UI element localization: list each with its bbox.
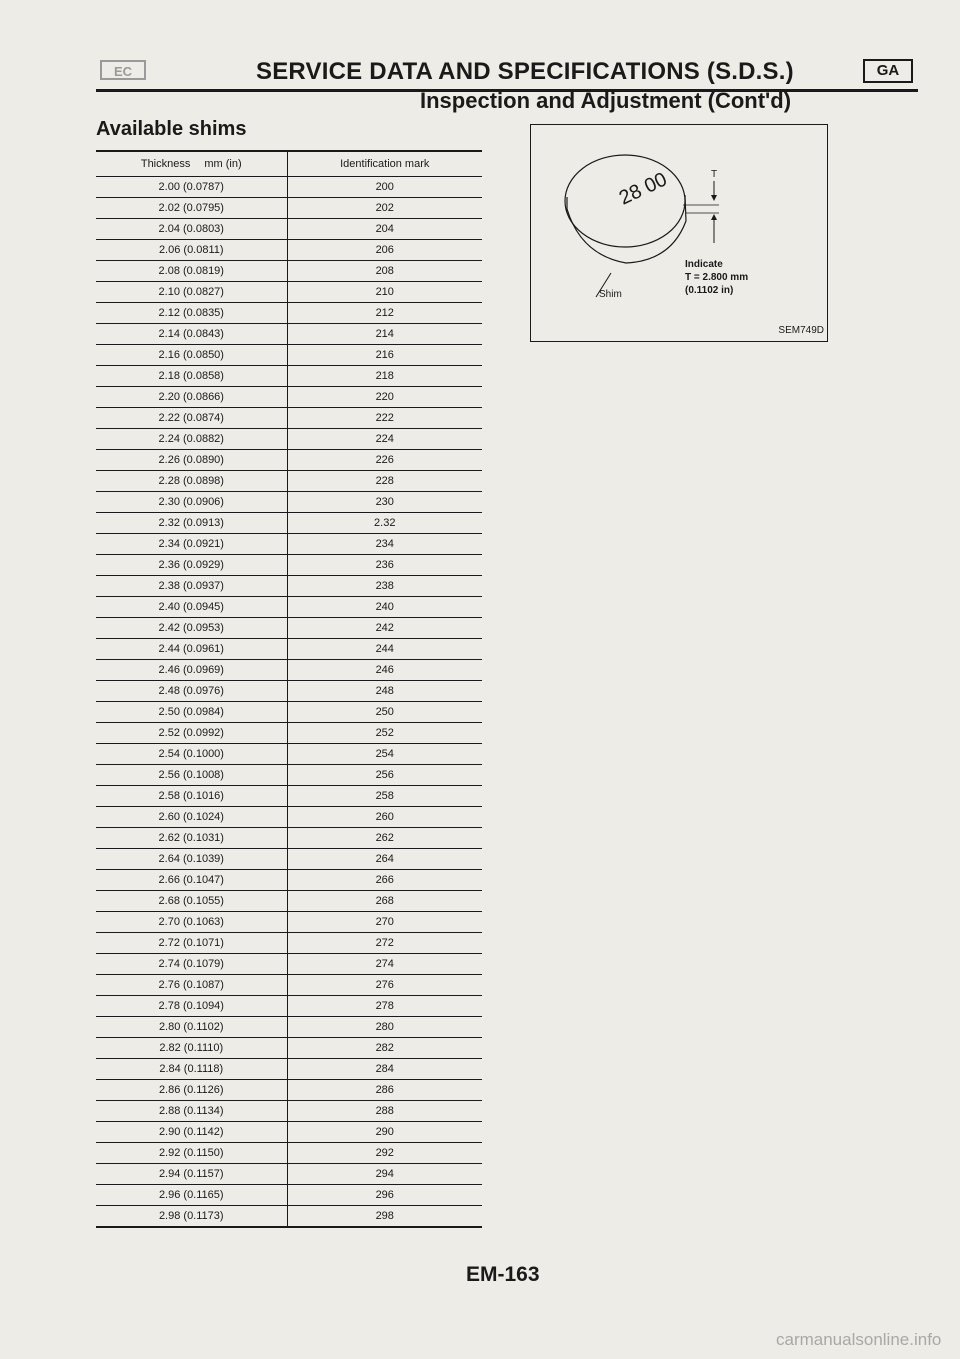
thickness-cell: 2.08 (0.0819)	[96, 261, 287, 282]
thickness-cell: 2.24 (0.0882)	[96, 429, 287, 450]
table-row	[96, 450, 482, 471]
mark-cell: 292	[287, 1143, 482, 1164]
thickness-cell: 2.94 (0.1157)	[96, 1164, 287, 1185]
section-title: Available shims	[96, 118, 247, 140]
thickness-cell: 2.00 (0.0787)	[96, 177, 287, 198]
thickness-cell: 2.70 (0.1063)	[96, 912, 287, 933]
thickness-value-in: (0.1102 in)	[685, 285, 734, 296]
table-row	[96, 366, 482, 387]
mark-cell: 218	[287, 366, 482, 387]
thickness-cell: 2.98 (0.1173)	[96, 1206, 287, 1228]
table-row	[96, 576, 482, 597]
mark-cell: 212	[287, 303, 482, 324]
thickness-cell: 2.64 (0.1039)	[96, 849, 287, 870]
figure-code: SEM749D	[778, 325, 824, 336]
indicate-label: Indicate	[685, 259, 723, 270]
thickness-cell: 2.44 (0.0961)	[96, 639, 287, 660]
table-row	[96, 1017, 482, 1038]
mark-cell: 250	[287, 702, 482, 723]
thickness-unit-label: mm (in)	[204, 158, 242, 170]
table-row	[96, 177, 482, 198]
thickness-cell: 2.96 (0.1165)	[96, 1185, 287, 1206]
table-row	[96, 555, 482, 576]
section-tab-ga: GA	[863, 59, 913, 83]
thickness-t-label: T	[711, 169, 718, 180]
mark-cell: 260	[287, 807, 482, 828]
table-header-row	[96, 151, 482, 177]
thickness-cell: 2.02 (0.0795)	[96, 198, 287, 219]
table-row	[96, 870, 482, 891]
mark-cell: 276	[287, 975, 482, 996]
mark-cell: 272	[287, 933, 482, 954]
mark-cell: 234	[287, 534, 482, 555]
mark-cell: 204	[287, 219, 482, 240]
thickness-cell: 2.18 (0.0858)	[96, 366, 287, 387]
mark-cell: 246	[287, 660, 482, 681]
mark-cell: 254	[287, 744, 482, 765]
thickness-cell: 2.20 (0.0866)	[96, 387, 287, 408]
thickness-cell: 2.48 (0.0976)	[96, 681, 287, 702]
table-row	[96, 534, 482, 555]
mark-cell: 228	[287, 471, 482, 492]
table-row	[96, 198, 482, 219]
shim-figure	[530, 124, 828, 342]
thickness-cell: 2.40 (0.0945)	[96, 597, 287, 618]
table-row	[96, 933, 482, 954]
mark-cell: 2.32	[287, 513, 482, 534]
thickness-value-mm: T = 2.800 mm	[685, 272, 749, 283]
mark-cell: 236	[287, 555, 482, 576]
mark-cell: 238	[287, 576, 482, 597]
thickness-cell: 2.52 (0.0992)	[96, 723, 287, 744]
thickness-cell: 2.82 (0.1110)	[96, 1038, 287, 1059]
mark-cell: 262	[287, 828, 482, 849]
mark-cell: 256	[287, 765, 482, 786]
mark-cell: 252	[287, 723, 482, 744]
thickness-cell: 2.84 (0.1118)	[96, 1059, 287, 1080]
mark-cell: 242	[287, 618, 482, 639]
table-row	[96, 786, 482, 807]
mark-cell: 230	[287, 492, 482, 513]
table-row	[96, 513, 482, 534]
watermark: carmanualsonline.info	[776, 1330, 942, 1349]
table-row	[96, 303, 482, 324]
thickness-cell: 2.62 (0.1031)	[96, 828, 287, 849]
mark-cell: 284	[287, 1059, 482, 1080]
thickness-cell: 2.34 (0.0921)	[96, 534, 287, 555]
thickness-cell: 2.60 (0.1024)	[96, 807, 287, 828]
mark-cell: 268	[287, 891, 482, 912]
thickness-cell: 2.22 (0.0874)	[96, 408, 287, 429]
table-row	[96, 765, 482, 786]
thickness-cell: 2.06 (0.0811)	[96, 240, 287, 261]
thickness-cell: 2.46 (0.0969)	[96, 660, 287, 681]
shim-drawing	[531, 125, 829, 343]
table-row	[96, 618, 482, 639]
mark-cell: 290	[287, 1122, 482, 1143]
thickness-cell: 2.76 (0.1087)	[96, 975, 287, 996]
thickness-header	[96, 151, 287, 177]
table-row	[96, 807, 482, 828]
mark-cell: 282	[287, 1038, 482, 1059]
thickness-cell: 2.10 (0.0827)	[96, 282, 287, 303]
table-row	[96, 261, 482, 282]
mark-cell: 294	[287, 1164, 482, 1185]
table-row	[96, 660, 482, 681]
thickness-cell: 2.88 (0.1134)	[96, 1101, 287, 1122]
mark-cell: 206	[287, 240, 482, 261]
table-row	[96, 1164, 482, 1185]
table-row	[96, 282, 482, 303]
mark-cell: 280	[287, 1017, 482, 1038]
page-subtitle: Inspection and Adjustment (Cont'd)	[420, 88, 792, 113]
table-row	[96, 408, 482, 429]
mark-cell: 244	[287, 639, 482, 660]
thickness-cell: 2.32 (0.0913)	[96, 513, 287, 534]
thickness-cell: 2.92 (0.1150)	[96, 1143, 287, 1164]
mark-cell: 202	[287, 198, 482, 219]
table-row	[96, 975, 482, 996]
mark-cell: 220	[287, 387, 482, 408]
table-row	[96, 324, 482, 345]
table-row	[96, 1101, 482, 1122]
table-row	[96, 891, 482, 912]
mark-cell: 298	[287, 1206, 482, 1228]
shim-marking: 28 00	[615, 168, 671, 210]
thickness-cell: 2.80 (0.1102)	[96, 1017, 287, 1038]
thickness-cell: 2.56 (0.1008)	[96, 765, 287, 786]
table-row	[96, 1038, 482, 1059]
thickness-cell: 2.86 (0.1126)	[96, 1080, 287, 1101]
thickness-cell: 2.26 (0.0890)	[96, 450, 287, 471]
mark-cell: 266	[287, 870, 482, 891]
thickness-cell: 2.74 (0.1079)	[96, 954, 287, 975]
mark-cell: 224	[287, 429, 482, 450]
thickness-cell: 2.50 (0.0984)	[96, 702, 287, 723]
table-row	[96, 492, 482, 513]
thickness-cell: 2.68 (0.1055)	[96, 891, 287, 912]
thickness-cell: 2.04 (0.0803)	[96, 219, 287, 240]
mark-cell: 210	[287, 282, 482, 303]
thickness-cell: 2.72 (0.1071)	[96, 933, 287, 954]
mark-cell: 222	[287, 408, 482, 429]
shim-table-body	[96, 177, 482, 1228]
thickness-cell: 2.38 (0.0937)	[96, 576, 287, 597]
table-row	[96, 1143, 482, 1164]
table-row	[96, 219, 482, 240]
table-row	[96, 1185, 482, 1206]
table-row	[96, 744, 482, 765]
mark-cell: 278	[287, 996, 482, 1017]
table-row	[96, 849, 482, 870]
thickness-cell: 2.54 (0.1000)	[96, 744, 287, 765]
table-row	[96, 681, 482, 702]
table-row	[96, 702, 482, 723]
thickness-cell: 2.28 (0.0898)	[96, 471, 287, 492]
table-row	[96, 345, 482, 366]
mark-cell: 208	[287, 261, 482, 282]
thickness-header-label: Thickness	[140, 158, 191, 170]
thickness-cell: 2.58 (0.1016)	[96, 786, 287, 807]
page-title: SERVICE DATA AND SPECIFICATIONS (S.D.S.)	[256, 58, 794, 85]
mark-header: Identification mark	[287, 151, 482, 177]
shim-table	[96, 150, 482, 1228]
mark-cell: 214	[287, 324, 482, 345]
table-row	[96, 912, 482, 933]
mark-cell: 226	[287, 450, 482, 471]
thickness-cell: 2.12 (0.0835)	[96, 303, 287, 324]
table-row	[96, 723, 482, 744]
mark-cell: 240	[287, 597, 482, 618]
mark-cell: 296	[287, 1185, 482, 1206]
table-row	[96, 240, 482, 261]
table-row	[96, 597, 482, 618]
thickness-cell: 2.36 (0.0929)	[96, 555, 287, 576]
thickness-cell: 2.42 (0.0953)	[96, 618, 287, 639]
thickness-cell: 2.14 (0.0843)	[96, 324, 287, 345]
mark-cell: 270	[287, 912, 482, 933]
table-row	[96, 471, 482, 492]
shim-label: Shim	[599, 289, 622, 300]
table-row	[96, 639, 482, 660]
table-row	[96, 954, 482, 975]
mark-cell: 248	[287, 681, 482, 702]
table-row	[96, 996, 482, 1017]
mark-cell: 288	[287, 1101, 482, 1122]
mark-cell: 286	[287, 1080, 482, 1101]
thickness-cell: 2.66 (0.1047)	[96, 870, 287, 891]
thickness-cell: 2.90 (0.1142)	[96, 1122, 287, 1143]
table-row	[96, 1080, 482, 1101]
table-row	[96, 429, 482, 450]
thickness-cell: 2.30 (0.0906)	[96, 492, 287, 513]
table-row	[96, 1122, 482, 1143]
table-row	[96, 387, 482, 408]
mark-cell: 200	[287, 177, 482, 198]
table-row	[96, 1059, 482, 1080]
mark-cell: 216	[287, 345, 482, 366]
thickness-cell: 2.78 (0.1094)	[96, 996, 287, 1017]
page-number: EM-163	[466, 1263, 540, 1286]
section-tab-ec: EC	[100, 60, 146, 80]
table-row	[96, 1206, 482, 1228]
table-row	[96, 828, 482, 849]
mark-cell: 258	[287, 786, 482, 807]
mark-cell: 274	[287, 954, 482, 975]
mark-cell: 264	[287, 849, 482, 870]
thickness-cell: 2.16 (0.0850)	[96, 345, 287, 366]
